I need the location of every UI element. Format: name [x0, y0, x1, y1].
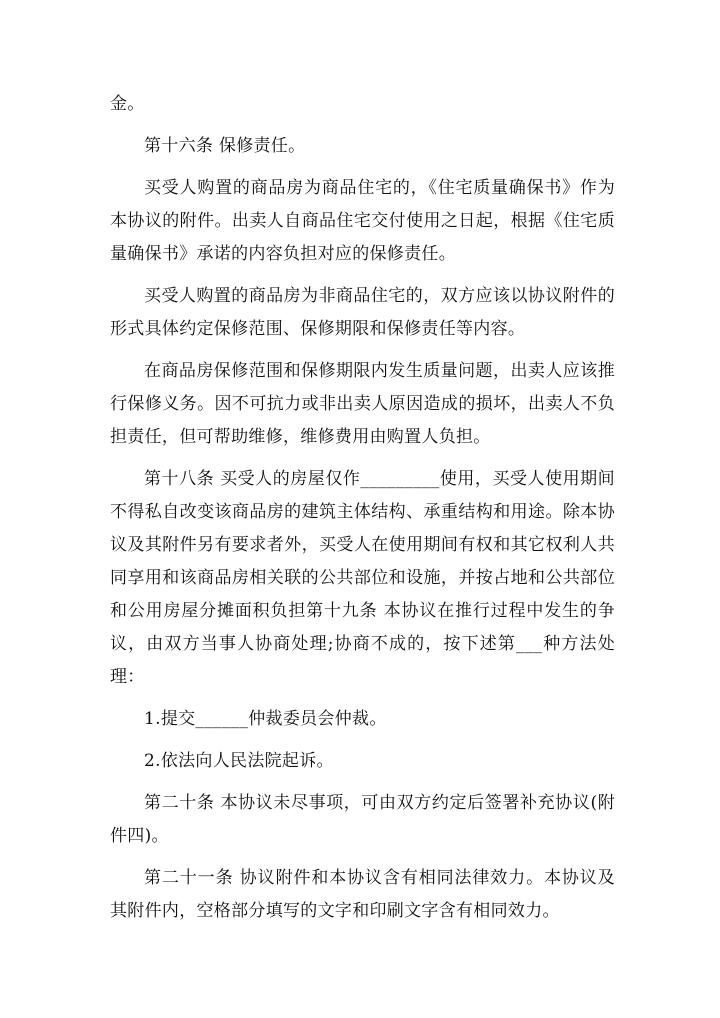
- paragraph-continuation: 金。: [110, 94, 145, 114]
- paragraph-warranty-obligation: 在商品房保修范围和保修期限内发生质量问题，出卖人应该推行保修义务。因不可抗力或非出卖人原因造成的损坏，出卖人不负担责任，但可帮助维修，维修费用由购置人负担。: [110, 361, 615, 447]
- paragraph-article-20: 第二十条 本协议未尽事项，可由双方约定后签署补充协议(附件四)。: [110, 793, 615, 846]
- paragraph-option-arbitration: 1.提交______仲裁委员会仲裁。: [144, 709, 387, 729]
- paragraph-article-16-heading: 第十六条 保修责任。: [144, 136, 306, 156]
- paragraph-article-21: 第二十一条 协议附件和本协议含有相同法律效力。本协议及其附件内，空格部分填写的文字和印刷文字含有相同效力。: [110, 868, 615, 921]
- paragraph-warranty-residential: 买受人购置的商品房为商品住宅的，《住宅质量确保书》作为本协议的附件。出卖人自商品住宅交付使用之日起，根据《住宅质量确保书》承诺的内容负担对应的保修责任。: [110, 178, 615, 264]
- paragraph-warranty-nonresidential: 买受人购置的商品房为非商品住宅的，双方应该以协议附件的形式具体约定保修范围、保修期限和保修责任等内容。: [110, 286, 615, 339]
- document-body: [110, 88, 615, 937]
- paragraph-article-18: 第十八条 买受人的房屋仅作_________使用，买受人使用期间不得私自改变该商品房的建筑主体结构、承重结构和用途。除本协议及其附件另有要求者外，买受人在使用期间有权和其它权利人共同享用和该商品房相关联的公共部位和设施，并按占地和公共部位和公用房屋分摊面积负担第十九条 本协议在推行过程中发生的争议，由双方当事人协商处理;协商不成的，按下述第___种方法处理：: [110, 469, 615, 687]
- paragraph-option-court: 2.依法向人民法院起诉。: [144, 751, 334, 771]
